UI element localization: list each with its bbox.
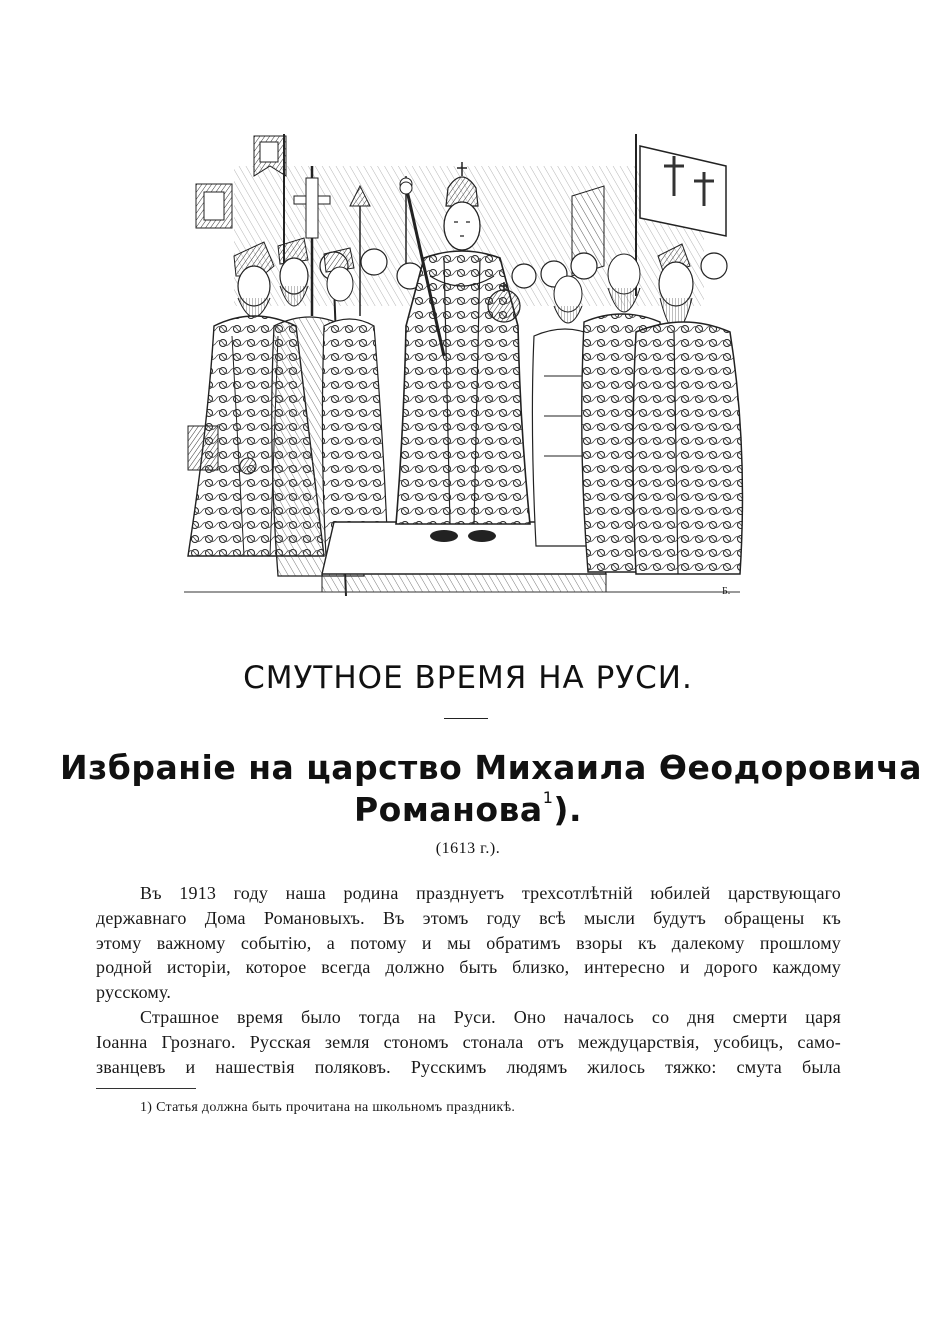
title-divider (444, 718, 488, 719)
main-title-name: Романова (353, 790, 543, 829)
engraver-signature: Б. (722, 586, 731, 597)
main-title-tail: ). (553, 790, 583, 829)
footnote-divider (96, 1088, 196, 1089)
footnote (140, 1100, 515, 1116)
paragraph-1-line-3: этому важному событію, а потому и мы обратимъ взоры къ далекому прошлому (96, 932, 841, 953)
engraving-drawing (174, 126, 760, 600)
paragraph-2-line-2: Іоанна Грознаго. Русская земля стономъ стонала отъ междуцарствія, усобицъ, само- (96, 1031, 841, 1052)
main-title-line2 (60, 790, 876, 829)
date-line: (1613 г.). (435, 840, 501, 857)
coronation-engraving (174, 126, 760, 600)
paragraph-1-line-2: державнаго Дома Романовыхъ. Въ этомъ году всѣ мысли будутъ обращены къ (96, 907, 841, 928)
paragraph-2-line-1: Страшное время было тогда на Руси. Оно началось со дня смерти царя (140, 1006, 841, 1027)
paragraph-1-line-5: русскому. (96, 982, 172, 1003)
paragraph-1-line-4: родной исторіи, которое всегда должно быть близко, интересно и дорого каждому (96, 957, 841, 978)
paragraph-2-line-3: званцевъ и нашествія поляковъ. Русскимъ людямъ жилось тяжко: смута была (96, 1056, 841, 1077)
main-title-line1: Избраніе на царство Михаила Өеодоровича (60, 748, 923, 787)
section-title: СМУТНОЕ ВРЕМЯ НА РУСИ. (243, 660, 693, 696)
body-text (96, 881, 841, 1079)
footnote-marker: 1 (542, 788, 554, 807)
paragraph-1-line-1: Въ 1913 году наша родина празднуетъ трехсотлѣтній юбилей царствующаго (140, 883, 841, 903)
footnote-text: Статья должна быть прочитана на школьномъ праздникѣ. (156, 1100, 516, 1115)
footnote-marker-label: 1) (140, 1100, 153, 1115)
